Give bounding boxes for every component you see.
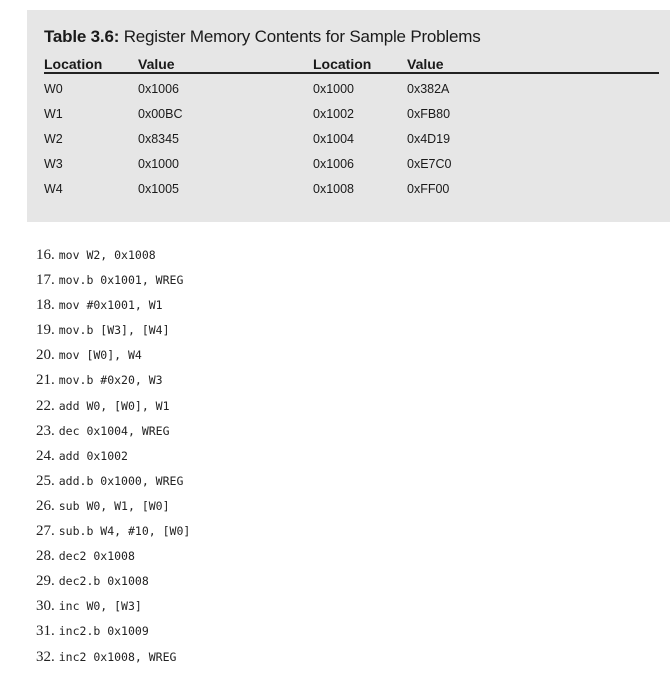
memory-location-cell: 0x1002 (313, 107, 355, 121)
memory-location-cell: 0x1000 (313, 82, 355, 96)
list-item (36, 296, 436, 321)
header-value-2: Value (407, 56, 444, 72)
problem-code: inc W0, [W3] (58, 599, 142, 614)
memory-location-cell: 0x1006 (313, 157, 355, 171)
problem-number: 26. (36, 497, 55, 514)
problem-number: 31. (36, 623, 55, 640)
problem-code: mov.b 0x1001, WREG (58, 273, 184, 288)
list-item (36, 472, 436, 497)
problem-number: 22. (36, 397, 55, 414)
register-value-cell: 0x00BC (138, 107, 183, 121)
table-row (27, 182, 670, 207)
problem-number: 16. (36, 247, 55, 263)
problem-code: inc2.b 0x1009 (58, 624, 149, 639)
list-item (36, 422, 436, 447)
problem-number: 28. (36, 548, 55, 565)
register-value-cell: 0x1005 (138, 182, 180, 196)
problem-number: 30. (36, 598, 55, 615)
problem-code: dec 0x1004, WREG (58, 423, 170, 438)
list-item (36, 321, 436, 346)
table-caption-text: Register Memory Contents for Sample Problems (123, 27, 481, 46)
list-item (36, 648, 436, 673)
list-item (36, 622, 436, 647)
problem-code: mov #0x1001, W1 (58, 298, 163, 313)
list-item (36, 497, 436, 522)
list-item (36, 572, 436, 597)
register-cell: W3 (44, 157, 63, 171)
header-location-2: Location (313, 56, 372, 72)
memory-value-cell: 0x382A (407, 82, 450, 96)
problem-code: add W0, [W0], W1 (58, 398, 170, 413)
table-caption-label: Table 3.6: (44, 27, 120, 46)
list-item (36, 246, 436, 271)
problem-code: dec2 0x1008 (58, 549, 135, 564)
register-value-cell: 0x1006 (138, 82, 180, 96)
register-cell: W2 (44, 132, 63, 146)
problem-number: 23. (36, 422, 55, 439)
register-cell: W1 (44, 107, 63, 121)
header-value-1: Value (138, 56, 175, 72)
problem-code: dec2.b 0x1008 (58, 574, 149, 589)
list-item (36, 447, 436, 472)
memory-value-cell: 0xFF00 (407, 182, 450, 196)
problem-code: sub.b W4, #10, [W0] (58, 524, 191, 539)
register-value-cell: 0x8345 (138, 132, 180, 146)
problem-number: 27. (36, 523, 55, 540)
problem-code: inc2 0x1008, WREG (58, 649, 177, 664)
memory-value-cell: 0x4D19 (407, 132, 451, 146)
register-cell: W4 (44, 182, 63, 196)
problem-number: 20. (36, 347, 55, 364)
table-caption (44, 27, 481, 47)
problem-code: mov [W0], W4 (58, 348, 142, 363)
list-item (36, 271, 436, 296)
table-row (27, 107, 670, 132)
header-rule (44, 72, 659, 74)
register-cell: W0 (44, 82, 63, 96)
list-item (36, 597, 436, 622)
problem-number: 24. (36, 447, 55, 464)
header-location-1: Location (44, 56, 103, 72)
problem-code: sub W0, W1, [W0] (58, 498, 170, 513)
list-item (36, 397, 436, 422)
problem-code: mov.b [W3], [W4] (58, 323, 170, 338)
memory-value-cell: 0xE7C0 (407, 157, 452, 171)
table-row (27, 157, 670, 182)
problem-code: add.b 0x1000, WREG (58, 473, 184, 488)
problem-code: mov W2, 0x1008 (58, 248, 156, 262)
table-row (27, 132, 670, 157)
problem-number: 18. (36, 297, 55, 314)
problem-code: mov.b #0x20, W3 (58, 373, 163, 388)
problem-number: 21. (36, 372, 55, 389)
table-row (27, 82, 670, 107)
problem-number: 25. (36, 472, 55, 489)
register-value-cell: 0x1000 (138, 157, 180, 171)
list-item (36, 547, 436, 572)
memory-location-cell: 0x1004 (313, 132, 355, 146)
list-item (36, 346, 436, 371)
problem-number: 32. (36, 648, 55, 665)
list-item (36, 371, 436, 396)
register-memory-table (27, 10, 670, 222)
memory-value-cell: 0xFB80 (407, 107, 451, 121)
problem-number: 29. (36, 573, 55, 590)
problem-code: add 0x1002 (58, 448, 128, 463)
problem-number: 17. (36, 272, 55, 289)
memory-location-cell: 0x1008 (313, 182, 355, 196)
list-item (36, 522, 436, 547)
sample-problem-list (36, 246, 436, 673)
problem-number: 19. (36, 322, 55, 339)
